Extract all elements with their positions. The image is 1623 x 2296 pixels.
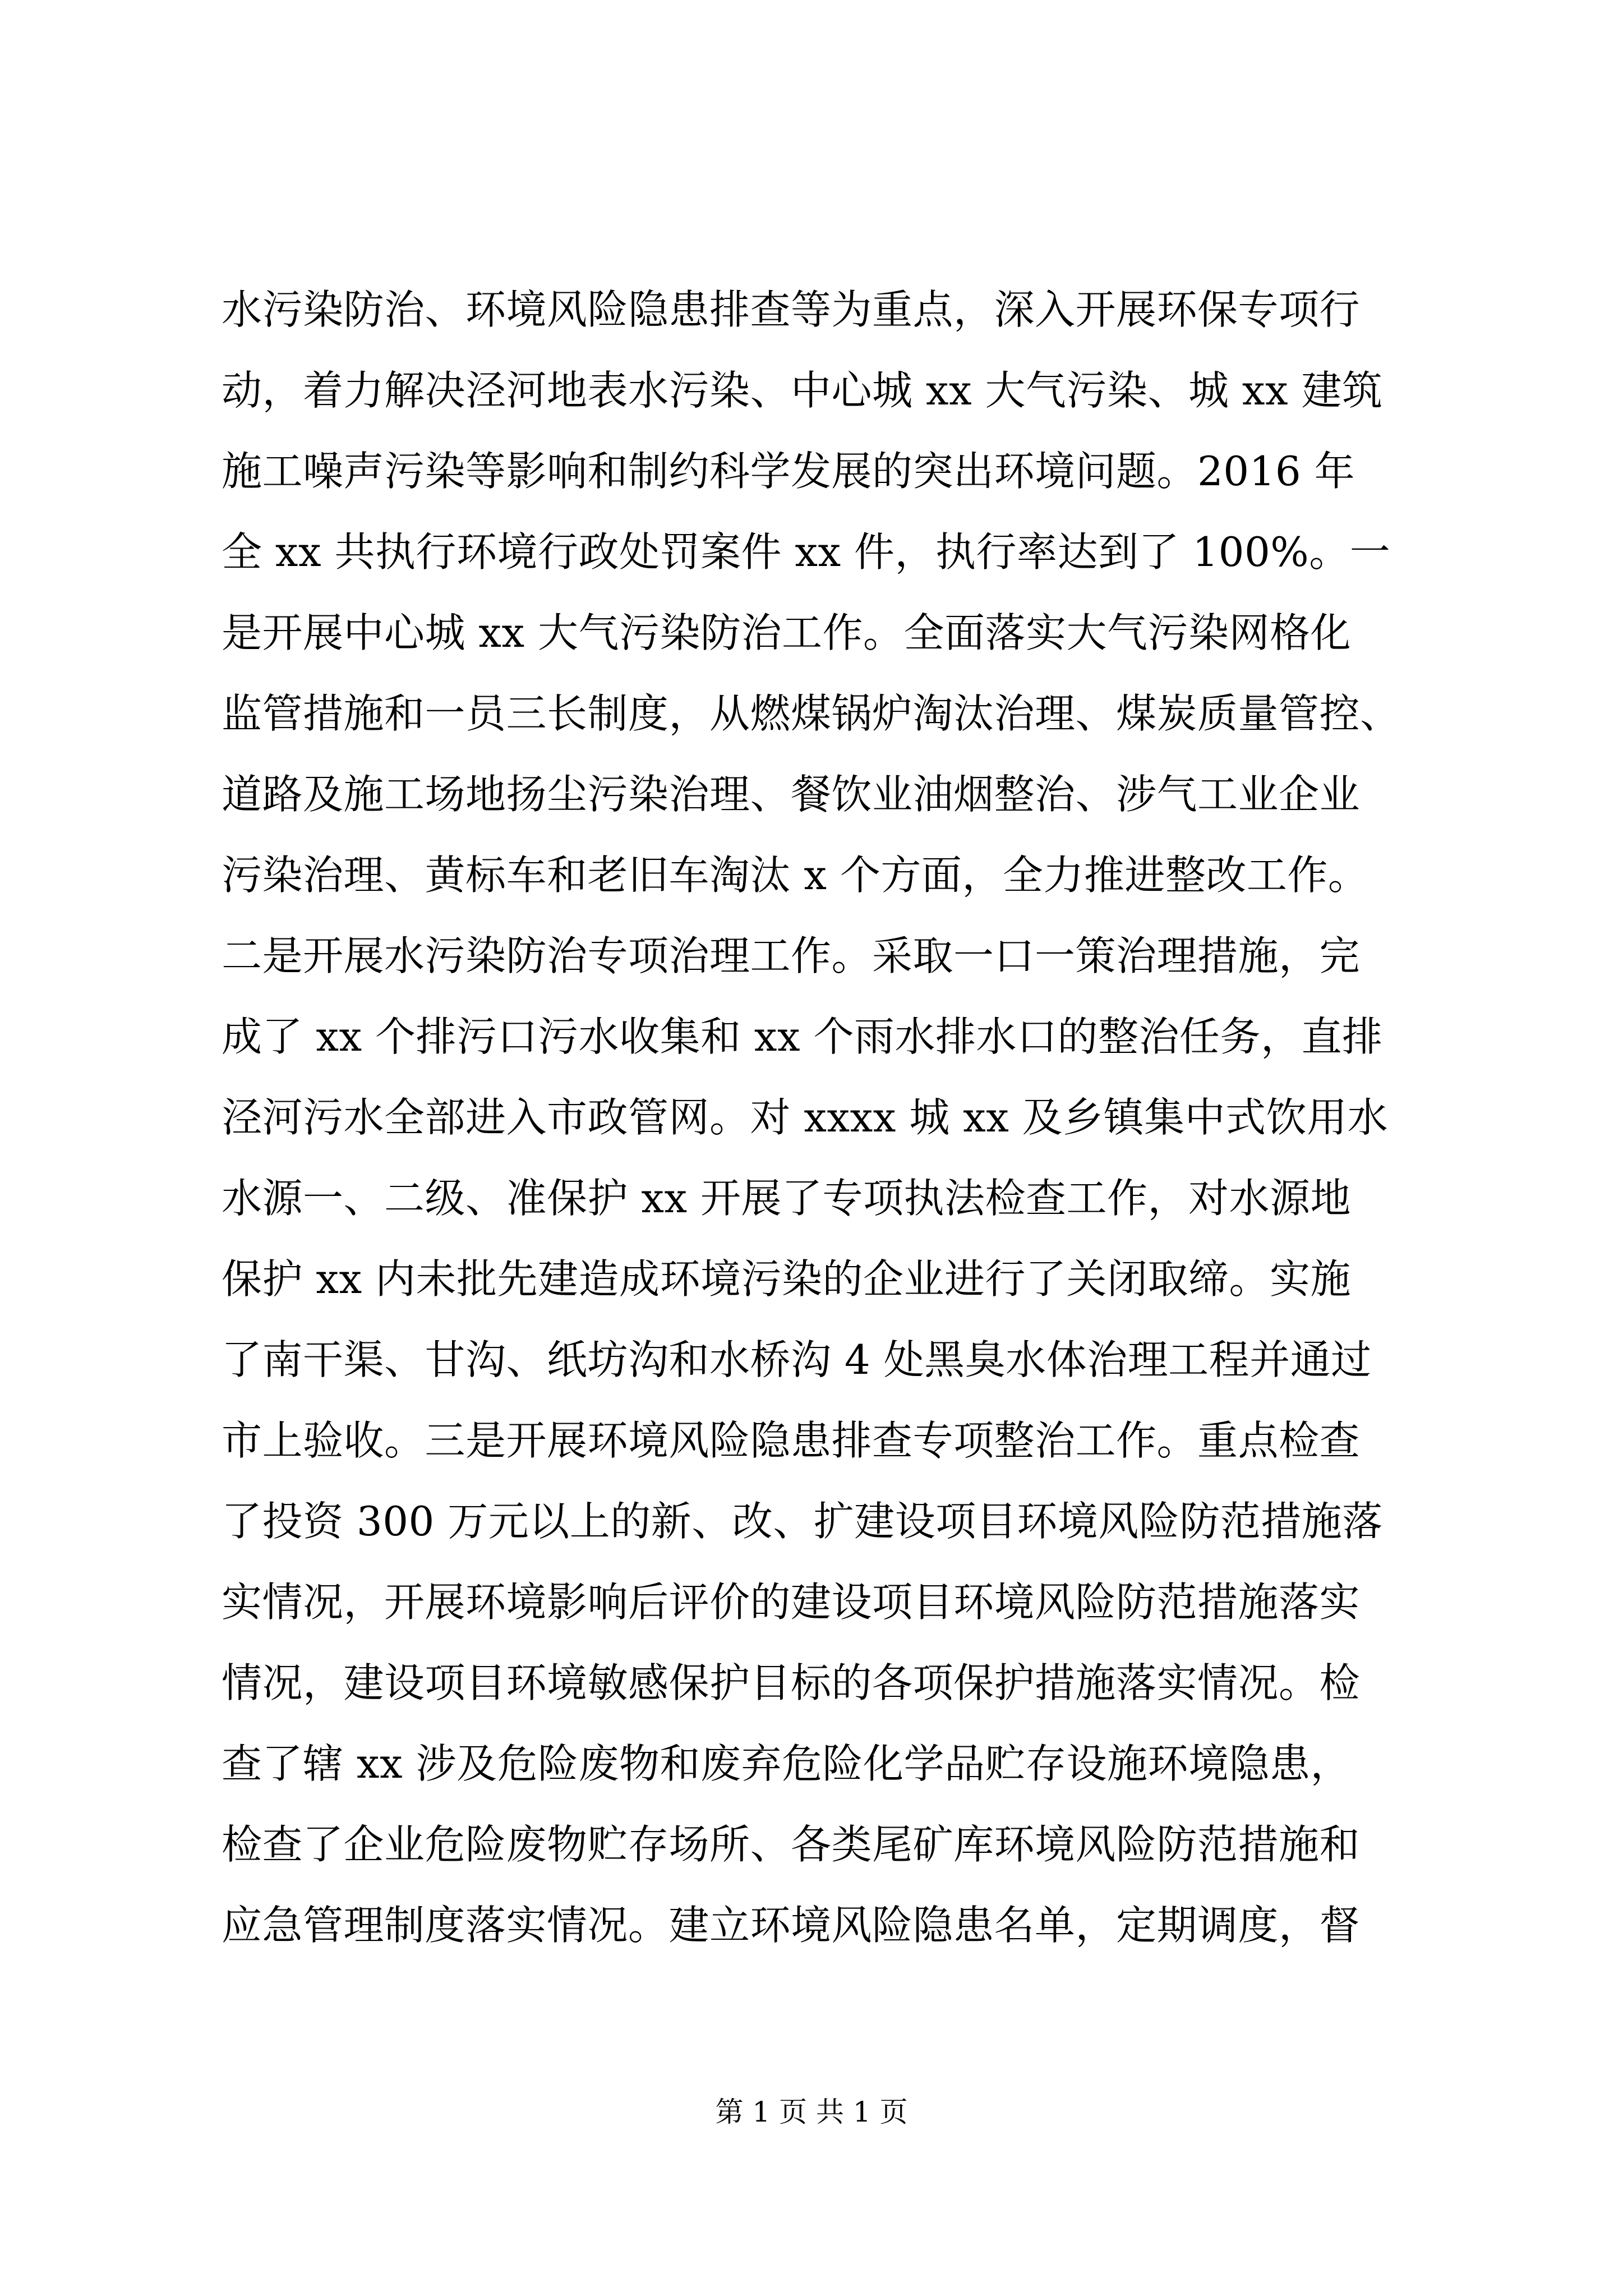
text-line: 水源一、二级、准保护 xx 开展了专项执法检查工作，对水源地	[222, 1175, 1351, 1222]
text-line: 实情况，开展环境影响后评价的建设项目环境风险防范措施落实	[222, 1579, 1361, 1626]
text-line: 水污染防治、环境风险隐患排查等为重点，深入开展环保专项行	[222, 286, 1361, 333]
text-line: 查了辖 xx 涉及危险废物和废弃危险化学品贮存设施环境隐患，	[222, 1740, 1351, 1787]
text-line: 道路及施工场地扬尘污染治理、餐饮业油烟整治、涉气工业企业	[222, 771, 1361, 818]
text-line: 检查了企业危险废物贮存场所、各类尾矿库环境风险防范措施和	[222, 1821, 1361, 1868]
text-line: 二是开展水污染防治专项治理工作。采取一口一策治理措施，完	[222, 932, 1361, 979]
page-footer	[0, 2092, 1623, 2132]
text-line: 成了 xx 个排污口污水收集和 xx 个雨水排水口的整治任务，直排	[222, 1013, 1383, 1060]
text-line: 污染治理、黄标车和老旧车淘汰 x 个方面，全力推进整改工作。	[222, 852, 1369, 899]
page-number-label: 第 1 页 共 1 页	[715, 2096, 908, 2128]
text-line: 了南干渠、甘沟、纸坊沟和水桥沟 4 处黑臭水体治理工程并通过	[222, 1336, 1372, 1383]
text-line: 是开展中心城 xx 大气污染防治工作。全面落实大气污染网格化	[222, 609, 1351, 656]
body-paragraph	[222, 269, 1458, 1966]
text-line: 动，着力解决泾河地表水污染、中心城 xx 大气污染、城 xx 建筑	[222, 367, 1383, 414]
text-line: 了投资 300 万元以上的新、改、扩建设项目环境风险防范措施落	[222, 1498, 1383, 1545]
text-line: 监管措施和一员三长制度，从燃煤锅炉淘汰治理、煤炭质量管控、	[222, 690, 1401, 737]
text-line: 情况，建设项目环境敏感保护目标的各项保护措施落实情况。检	[222, 1659, 1361, 1706]
text-line: 泾河污水全部进入市政管网。对 xxxx 城 xx 及乡镇集中式饮用水	[222, 1094, 1389, 1141]
text-line: 市上验收。三是开展环境风险隐患排查专项整治工作。重点检查	[222, 1417, 1361, 1464]
text-line: 保护 xx 内未批先建造成环境污染的企业进行了关闭取缔。实施	[222, 1255, 1351, 1303]
text-line: 应急管理制度落实情况。建立环境风险隐患名单，定期调度，督	[222, 1902, 1361, 1949]
text-line: 施工噪声污染等影响和制约科学发展的突出环境问题。2016 年	[222, 448, 1355, 495]
text-line: 全 xx 共执行环境行政处罚案件 xx 件，执行率达到了 100%。一	[222, 528, 1391, 576]
